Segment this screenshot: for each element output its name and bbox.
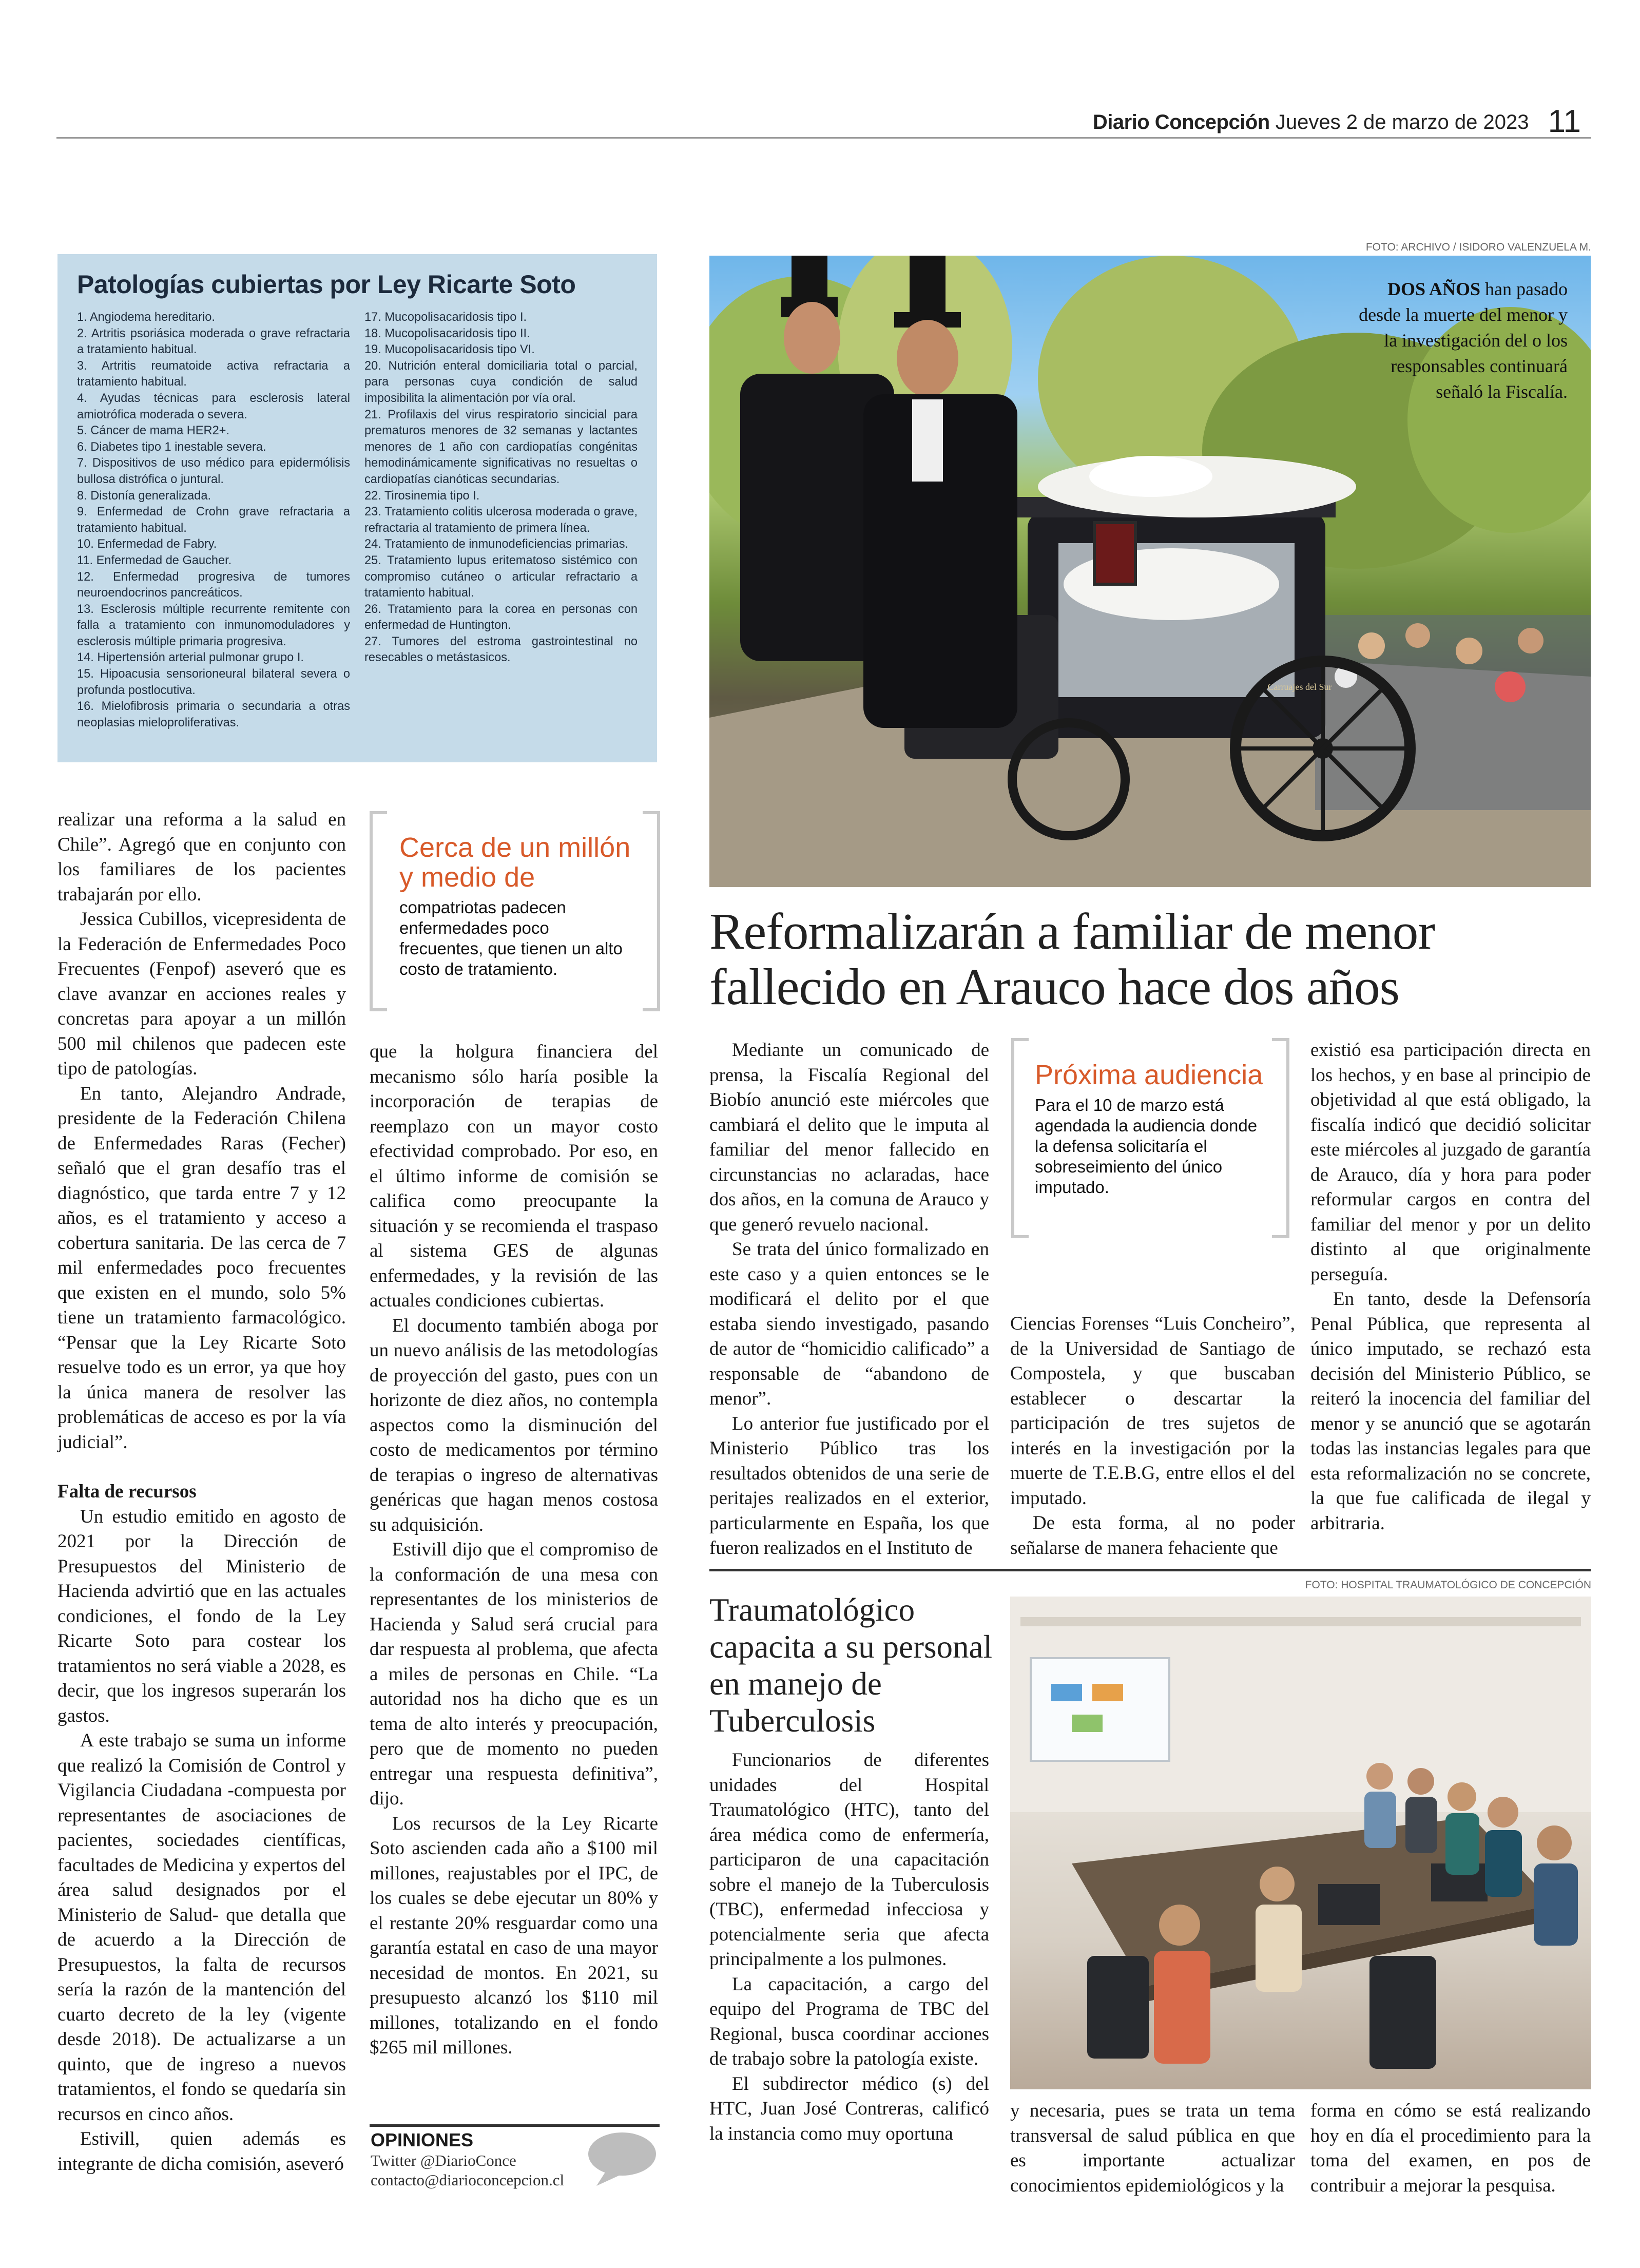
photo1-caption-text: han pasado desde la muerte del menor y la investigación del o los responsables continuará señaló la Fiscalía. (1359, 279, 1568, 402)
col1-paragraph: A este trabajo se suma un informe que realizó la Comisión de Control y Vigilancia Ciudadana -compuesta por representantes de asociaciones de pacientes, sociedades científicas, facultades de Medicina y expertos del área salud designados por el Ministerio de Salud- que detalla que de acuerdo a la Dirección de Presupuestos, la falta de recursos sería la razón de la mantención del cuarto decreto de la ley (vigente desde 2018). De actualizarse a un quinto, que de ingreso a nuevos tratamientos, el fondo se quedaría sin recursos en cinco años. (57, 1730, 346, 2125)
story3-column-3 (1310, 2099, 1591, 2198)
article-column-2 (370, 1040, 658, 2061)
col2-paragraph: Los recursos de la Ley Ricarte Soto ascienden cada año a $100 mil millones, reajustables por el IPC, de los cuales se debe ejecutar un 80% y el restante 20% resguardar como una garantía estatal en caso de una mayor necesidad de montos. En 2021, su presupuesto alcanzó los $110 mil millones, totalizando en el fondo $265 mil millones. (370, 1813, 658, 2058)
photo1-credit: FOTO: ARCHIVO / ISIDORO VALENZUELA M. (1365, 241, 1591, 253)
pullquote-headline: Cerca de un millón y medio de (399, 832, 631, 893)
pathology-item: 18. Mucopolisacaridosis tipo II. (364, 326, 530, 340)
story3-rule (709, 1569, 1591, 1571)
pathology-item: 27. Tumores del estroma gastrointestinal no resecables o metástasicos. (364, 635, 638, 665)
pathology-item: 4. Ayudas técnicas para esclerosis lateral amiotrófica moderada o severa. (77, 391, 350, 421)
opiniones-block (371, 2129, 576, 2190)
story3-paragraph: La capacitación, a cargo del equipo del Programa de TBC del Regional, busca coordinar acciones de trabajo sobre la patología existe. (709, 1973, 989, 2069)
col2-paragraph: Estivill dijo que el compromiso de la conformación de una mesa con representantes de los ministerios de Hacienda y Salud será crucial para dar respuesta al problema, que afecta a miles de personas en Chile. “La autoridad nos ha dicho que es un tema de alto interés y preocupación, pero que de momento no pueden entregar una respuesta definitiva”, dijo. (370, 1539, 658, 1809)
pathologies-title: Patologías cubiertas por Ley Ricarte Soto (77, 270, 576, 299)
training-room-photo (1010, 1597, 1591, 2089)
story2-headline: Reformalizarán a familiar de menor fallecido en Arauco hace dos años (709, 902, 1435, 1015)
pullquote-bracket-right (643, 811, 660, 1011)
page-number: 11 (1548, 104, 1581, 139)
story3-column-2 (1010, 2099, 1295, 2198)
col1-paragraph: realizar una reforma a la salud en Chile”. Agregó que en conjunto con los familiares de los pacientes trabajarán por ello. (57, 809, 346, 905)
pathology-item: 17. Mucopolisacaridosis tipo I. (364, 311, 527, 324)
photo2-credit: FOTO: HOSPITAL TRAUMATOLÓGICO DE CONCEPCIÓN (1305, 1579, 1591, 1591)
story3-paragraph: forma en cómo se está realizando hoy en día el procedimiento para la toma del examen, en pos de contribuir a mejorar la pesquisa. (1310, 2100, 1591, 2196)
story3-paragraph: Funcionarios de diferentes unidades del Hospital Traumatológico (HTC), tanto del área médica como de enfermería, participaron de una capacitación sobre el manejo de la Tuberculosis (TBC), enfermedad infecciosa y potencialmente seria que afecta principalmente a los pulmones. (709, 1750, 989, 1970)
training-room-illustration (1010, 1597, 1591, 2089)
pathologies-list-left (77, 310, 350, 731)
story2-paragraph: Lo anterior fue justificado por el Ministerio Público tras los resultados obtenidos de una serie de peritajes realizados en el exterior, particularmente en España, los que fueron realizados en el Instituto de (709, 1413, 989, 1559)
pullquote-bracket-left (370, 811, 387, 1011)
pullquote2-text: Para el 10 de marzo está agendada la audiencia donde la defensa solicitaría el sobreseimiento del único imputado. (1035, 1095, 1258, 1197)
newspaper-name: Diario Concepción (1092, 111, 1270, 133)
pathology-item: 11. Enfermedad de Gaucher. (77, 553, 232, 567)
pathology-item: 5. Cáncer de mama HER2+. (77, 424, 230, 438)
story2-paragraph: Se trata del único formalizado en este caso y a quien entonces se le modificará el delito por el que estaba siendo investigado, pasando de autor de “homicidio calificado” a responsable de “abandono de menor”. (709, 1239, 989, 1409)
pathology-item: 20. Nutrición enteral domiciliaria total o parcial, para personas cuya condición de salud imposibilita la alimentación por vía oral. (364, 359, 638, 405)
pullquote-text: compatriotas padecen enfermedades poco frecuentes, que tienen un alto costo de tratamiento. (399, 898, 623, 978)
pathology-item: 22. Tirosinemia tipo I. (364, 489, 480, 503)
pathology-item: 12. Enfermedad progresiva de tumores neuroendocrinos pancreáticos. (77, 570, 350, 600)
photo1-caption (1352, 276, 1568, 405)
pathology-item: 24. Tratamiento de inmunodeficiencias primarias. (364, 537, 629, 551)
pullquote2-headline: Próxima audiencia (1035, 1060, 1263, 1090)
pathology-item: 16. Mielofibrosis primaria o secundaria a otras neoplasias mieloproliferativas. (77, 700, 350, 729)
pullquote2-bracket-left (1011, 1038, 1029, 1238)
pathology-item: 2. Artritis psoriásica moderada o grave refractaria a tratamiento habitual. (77, 326, 350, 357)
photo1-caption-lead: DOS AÑOS (1387, 279, 1481, 299)
pathology-item: 25. Tratamiento lupus eritematoso sistémico con compromiso cutáneo o articular refractario a tratamiento habitual. (364, 553, 638, 600)
subheading-falta-de-recursos: Falta de recursos (57, 1481, 197, 1502)
story3-paragraph: y necesaria, pues se trata un tema transversal de salud pública en que es importante actualizar conocimientos epidemiológicos y la (1010, 2100, 1295, 2196)
pathologies-box (57, 254, 657, 762)
story3-column-1 (709, 1748, 989, 2146)
story2-paragraph: Ciencias Forenses “Luis Concheiro”, de la Universidad de Santiago de Compostela, y que buscaban establecer o descartar la participación de tres sujetos de interés en la investigación por la muerte de T.E.B.G, entre ellos el del imputado. (1010, 1313, 1295, 1509)
pathology-item: 8. Distonía generalizada. (77, 489, 211, 503)
opiniones-title: OPINIONES (371, 2129, 474, 2150)
story2-paragraph: Mediante un comunicado de prensa, la Fiscalía Regional del Biobío anunció este miércoles que cambiará el delito que le imputa al familiar del menor fallecido en circunstancias no aclaradas, hace dos años, en la comuna de Arauco y que generó revuelo nacional. (709, 1040, 989, 1235)
carriage-lettering: Carruajes del Sur (1267, 682, 1332, 692)
story3-headline: Traumatológico capacita a su personal en manejo de Tuberculosis (709, 1592, 992, 1739)
col2-paragraph: El documento también aboga por un nuevo análisis de las metodologías de proyección del gasto, pues con un horizonte de diez años, no contempla aspectos como la disminución del costo de medicamentos por término de terapias o ingreso de alternativas genéricas que hagan menos costosa su adquisición. (370, 1315, 658, 1535)
page-header (56, 100, 1591, 139)
pathology-item: 1. Angiodema hereditario. (77, 311, 215, 324)
pathology-item: 26. Tratamiento para la corea en personas con enfermedad de Huntington. (364, 602, 638, 632)
header-info (1093, 100, 1581, 137)
pathology-item: 21. Profilaxis del virus respiratorio sincicial para prematuros menores de 32 semanas y lactantes menores de 1 año con cardiopatías congénitas hemodinámicamente significativas no resueltas o cardiopatías cianóticas secundarias. (364, 408, 638, 486)
pathologies-list-right (364, 310, 638, 731)
col1-paragraph: Un estudio emitido en agosto de 2021 por la Dirección de Presupuestos del Ministerio de Hacienda advirtió que en las actuales condiciones, el fondo de la Ley Ricarte Soto para costear los tratamientos no será viable a 2028, es decir, que los ingresos superarán los gastos. (57, 1506, 346, 1726)
pullquote2-bracket-right (1272, 1038, 1289, 1238)
story2-paragraph: existió esa participación directa en los hechos, y en base al principio de objetividad al que está obligado, la fiscalía indicó que decidió solicitar este miércoles al juzgado de garantía de Arauco, día y hora para poder reformular cargos en contra del familiar del menor y por un delito distinto al que originalmente perseguía. (1310, 1040, 1591, 1285)
story3-paragraph: El subdirector médico (s) del HTC, Juan José Contreras, calificó la instancia como muy oportuna (709, 2073, 989, 2144)
article-column-1 (57, 808, 346, 2177)
funeral-carriage-photo (709, 256, 1591, 887)
col1-paragraph: Estivill, quien además es integrante de dicha comisión, aseveró (57, 2128, 346, 2175)
opiniones-twitter[interactable]: Twitter @DiarioConce (371, 2151, 516, 2169)
col1-paragraph: En tanto, Alejandro Andrade, presidente de la Federación Chilena de Enfermedades Raras (Fecher) señaló que el gran desafío tras el diagnóstico, que tarda entre 7 y 12 años, es el tratamiento y acceso a cobertura sanitaria. De las cerca de 7 mil enfermedades poco frecuentes que existen en el mundo, solo 5% tiene un tratamiento farmacológico. “Pensar que la Ley Ricarte Soto resuelve todo es un error, ya que hoy la única manera de resolver las problemáticas de acceso es por la vía judicial”. (57, 1083, 346, 1453)
pathology-item: 6. Diabetes tipo 1 inestable severa. (77, 440, 266, 454)
opiniones-email[interactable]: contacto@diarioconcepcion.cl (371, 2171, 565, 2189)
pathology-item: 13. Esclerosis múltiple recurrente remitente con falla a tratamiento con inmunomoduladores y esclerosis múltiple primaria progresiva. (77, 602, 350, 648)
pathology-item: 15. Hipoacusia sensorioneural bilateral severa o profunda postlocutiva. (77, 667, 350, 697)
col1-paragraph: Jessica Cubillos, vicepresidenta de la Federación de Enfermedades Poco Frecuentes (Fenpof) aseveró que es clave avanzar en acciones reales y concretas para apoyar a un millón 500 mil chilenos que padecen este tipo de patologías. (57, 909, 346, 1079)
pathology-item: 23. Tratamiento colitis ulcerosa moderada o grave, refractaria al tratamiento de primera línea. (364, 505, 638, 535)
pathology-item: 10. Enfermedad de Fabry. (77, 537, 217, 551)
story2-column-1 (709, 1038, 989, 1561)
pathology-item: 3. Artritis reumatoide activa refractaria a tratamiento habitual. (77, 359, 350, 389)
story2-column-3 (1310, 1038, 1591, 1536)
issue-date: Jueves 2 de marzo de 2023 (1275, 111, 1529, 133)
opiniones-rule (370, 2124, 660, 2127)
pullquote-audiencia (1035, 1060, 1266, 1198)
pathology-item: 19. Mucopolisacaridosis tipo VI. (364, 343, 535, 357)
story2-paragraph: De esta forma, al no poder señalarse de manera fehaciente que (1010, 1512, 1295, 1559)
pathology-item: 7. Dispositivos de uso médico para epidermólisis bullosa distrófica o juntural. (77, 456, 350, 486)
pathology-item: 9. Enfermedad de Crohn grave refractaria a tratamiento habitual. (77, 505, 350, 535)
pullquote-million (399, 833, 635, 979)
pathology-item: 14. Hipertensión arterial pulmonar grupo I. (77, 651, 304, 665)
story2-paragraph: En tanto, desde la Defensoría Penal Pública, que representa al único imputado, se rechazó esta decisión del Ministerio Público, se reiteró la inocencia del familiar del menor y se anunció que se agotarán todas las instancias legales para que esta reformalización no se concrete, la que fue calificada de ilegal y arbitraria. (1310, 1289, 1591, 1534)
col2-paragraph: que la holgura financiera del mecanismo sólo haría posible la incorporación de terapias de reemplazo con un mayor costo efectividad comprobado. Por eso, en el último informe de comisión se califica como preocupante la situación y se recomienda el traspaso al sistema GES de algunas enfermedades, y la revisión de las actuales condiciones cubiertas. (370, 1041, 658, 1311)
speech-bubble-icon (585, 2130, 657, 2187)
story2-column-2 (1010, 1312, 1295, 1561)
